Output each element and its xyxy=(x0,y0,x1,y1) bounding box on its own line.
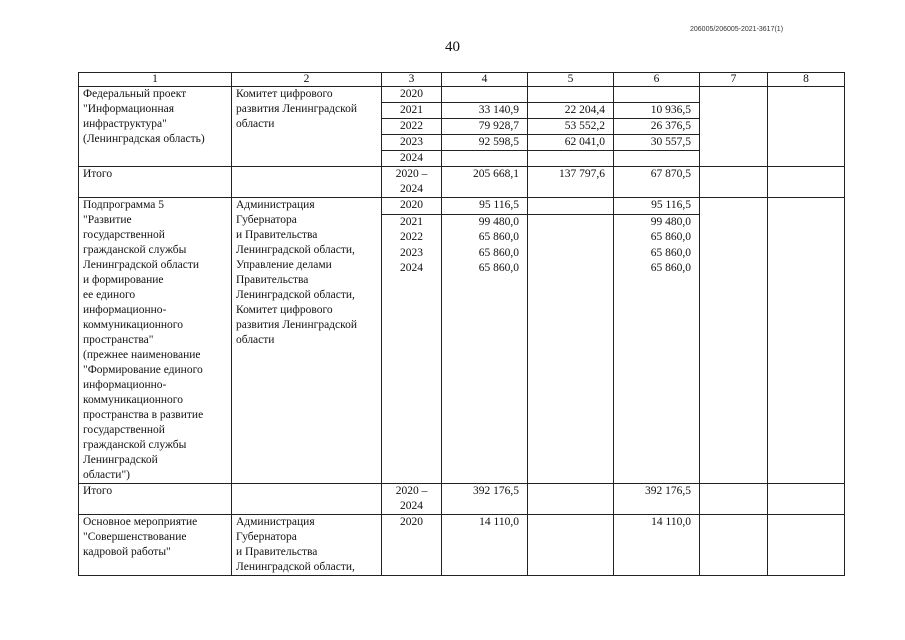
value-cell: 92 598,5 xyxy=(442,135,528,151)
total-value-cell: 205 668,1 xyxy=(442,167,528,198)
column-header: 7 xyxy=(700,73,768,87)
value-cell: 65 860,0 xyxy=(442,261,528,484)
column-header: 6 xyxy=(614,73,700,87)
year-cell: 2020 xyxy=(382,515,442,576)
year-cell: 2023 xyxy=(382,246,442,262)
total-value-cell: 137 797,6 xyxy=(528,167,614,198)
empty-cell xyxy=(700,198,768,484)
value-cell xyxy=(614,151,700,167)
year-cell: 2022 xyxy=(382,119,442,135)
value-cell: 22 204,4 xyxy=(528,103,614,119)
value-cell xyxy=(442,87,528,103)
table-row xyxy=(79,87,845,103)
empty-cell xyxy=(232,167,382,198)
column-header: 5 xyxy=(528,73,614,87)
total-value-cell: 392 176,5 xyxy=(442,484,528,515)
year-cell: 2020 xyxy=(382,198,442,215)
column-header: 8 xyxy=(768,73,845,87)
total-label: Итого xyxy=(79,167,232,198)
value-cell: 33 140,9 xyxy=(442,103,528,119)
value-cell: 53 552,2 xyxy=(528,119,614,135)
budget-table xyxy=(78,72,845,576)
table-row xyxy=(79,198,845,215)
year-cell: 2021 xyxy=(382,103,442,119)
empty-cell xyxy=(232,484,382,515)
empty-cell xyxy=(768,87,845,167)
executor-cell: Комитет цифрового развития Ленинградской области xyxy=(232,87,382,167)
value-cell xyxy=(528,515,614,576)
total-value-cell: 67 870,5 xyxy=(614,167,700,198)
program-name-cell: Подпрограмма 5 "Развитие государственной гражданской службы Ленинградской области и формирование ее единого информационно- коммуникационного пространства" (прежнее наименование "Формирование единого информационно- коммуникационного пространства в развитие государственной гражданской службы Ленинградской области") xyxy=(79,198,232,484)
value-cell: 95 116,5 xyxy=(614,198,700,215)
value-cell xyxy=(528,261,614,484)
value-cell: 14 110,0 xyxy=(614,515,700,576)
column-header: 2 xyxy=(232,73,382,87)
program-name-cell: Основное мероприятие "Совершенствование кадровой работы" xyxy=(79,515,232,576)
value-cell xyxy=(528,230,614,245)
value-cell: 14 110,0 xyxy=(442,515,528,576)
value-cell xyxy=(442,151,528,167)
value-cell: 65 860,0 xyxy=(614,261,700,484)
value-cell: 99 480,0 xyxy=(442,214,528,230)
year-range-cell: 2020 – 2024 xyxy=(382,167,442,198)
empty-cell xyxy=(700,167,768,198)
empty-cell xyxy=(700,484,768,515)
empty-cell xyxy=(768,515,845,576)
empty-cell xyxy=(768,484,845,515)
value-cell: 65 860,0 xyxy=(614,246,700,262)
total-value-cell: 392 176,5 xyxy=(614,484,700,515)
value-cell: 65 860,0 xyxy=(442,230,528,245)
document-id: 206005/206005-2021-3617(1) xyxy=(690,26,784,33)
year-cell: 2024 xyxy=(382,151,442,167)
value-cell: 65 860,0 xyxy=(442,246,528,262)
empty-cell xyxy=(700,515,768,576)
value-cell xyxy=(528,246,614,262)
year-cell: 2023 xyxy=(382,135,442,151)
year-range-cell: 2020 – 2024 xyxy=(382,484,442,515)
value-cell xyxy=(528,151,614,167)
value-cell xyxy=(614,87,700,103)
value-cell xyxy=(528,214,614,230)
value-cell: 79 928,7 xyxy=(442,119,528,135)
total-row xyxy=(79,167,845,198)
empty-cell xyxy=(768,167,845,198)
value-cell: 30 557,5 xyxy=(614,135,700,151)
table-header-row xyxy=(79,73,845,87)
year-cell: 2024 xyxy=(382,261,442,484)
year-cell: 2022 xyxy=(382,230,442,245)
program-name-cell: Федеральный проект "Информационная инфраструктура" (Ленинградская область) xyxy=(79,87,232,167)
column-header: 1 xyxy=(79,73,232,87)
empty-cell xyxy=(700,87,768,167)
column-header: 4 xyxy=(442,73,528,87)
value-cell: 26 376,5 xyxy=(614,119,700,135)
value-cell: 99 480,0 xyxy=(614,214,700,230)
year-cell: 2020 xyxy=(382,87,442,103)
table-row xyxy=(79,515,845,576)
value-cell xyxy=(528,87,614,103)
value-cell: 62 041,0 xyxy=(528,135,614,151)
executor-cell: Администрация Губернатора и Правительства Ленинградской области, xyxy=(232,515,382,576)
column-header: 3 xyxy=(382,73,442,87)
total-label: Итого xyxy=(79,484,232,515)
total-value-cell xyxy=(528,484,614,515)
empty-cell xyxy=(768,198,845,484)
executor-cell: Администрация Губернатора и Правительства Ленинградской области, Управление делами Правительства Ленинградской области, Комитет цифрового развития Ленинградской области xyxy=(232,198,382,484)
year-cell: 2021 xyxy=(382,214,442,230)
value-cell: 95 116,5 xyxy=(442,198,528,215)
value-cell: 65 860,0 xyxy=(614,230,700,245)
value-cell: 10 936,5 xyxy=(614,103,700,119)
page-number: 40 xyxy=(445,39,460,55)
value-cell xyxy=(528,198,614,215)
total-row xyxy=(79,484,845,515)
